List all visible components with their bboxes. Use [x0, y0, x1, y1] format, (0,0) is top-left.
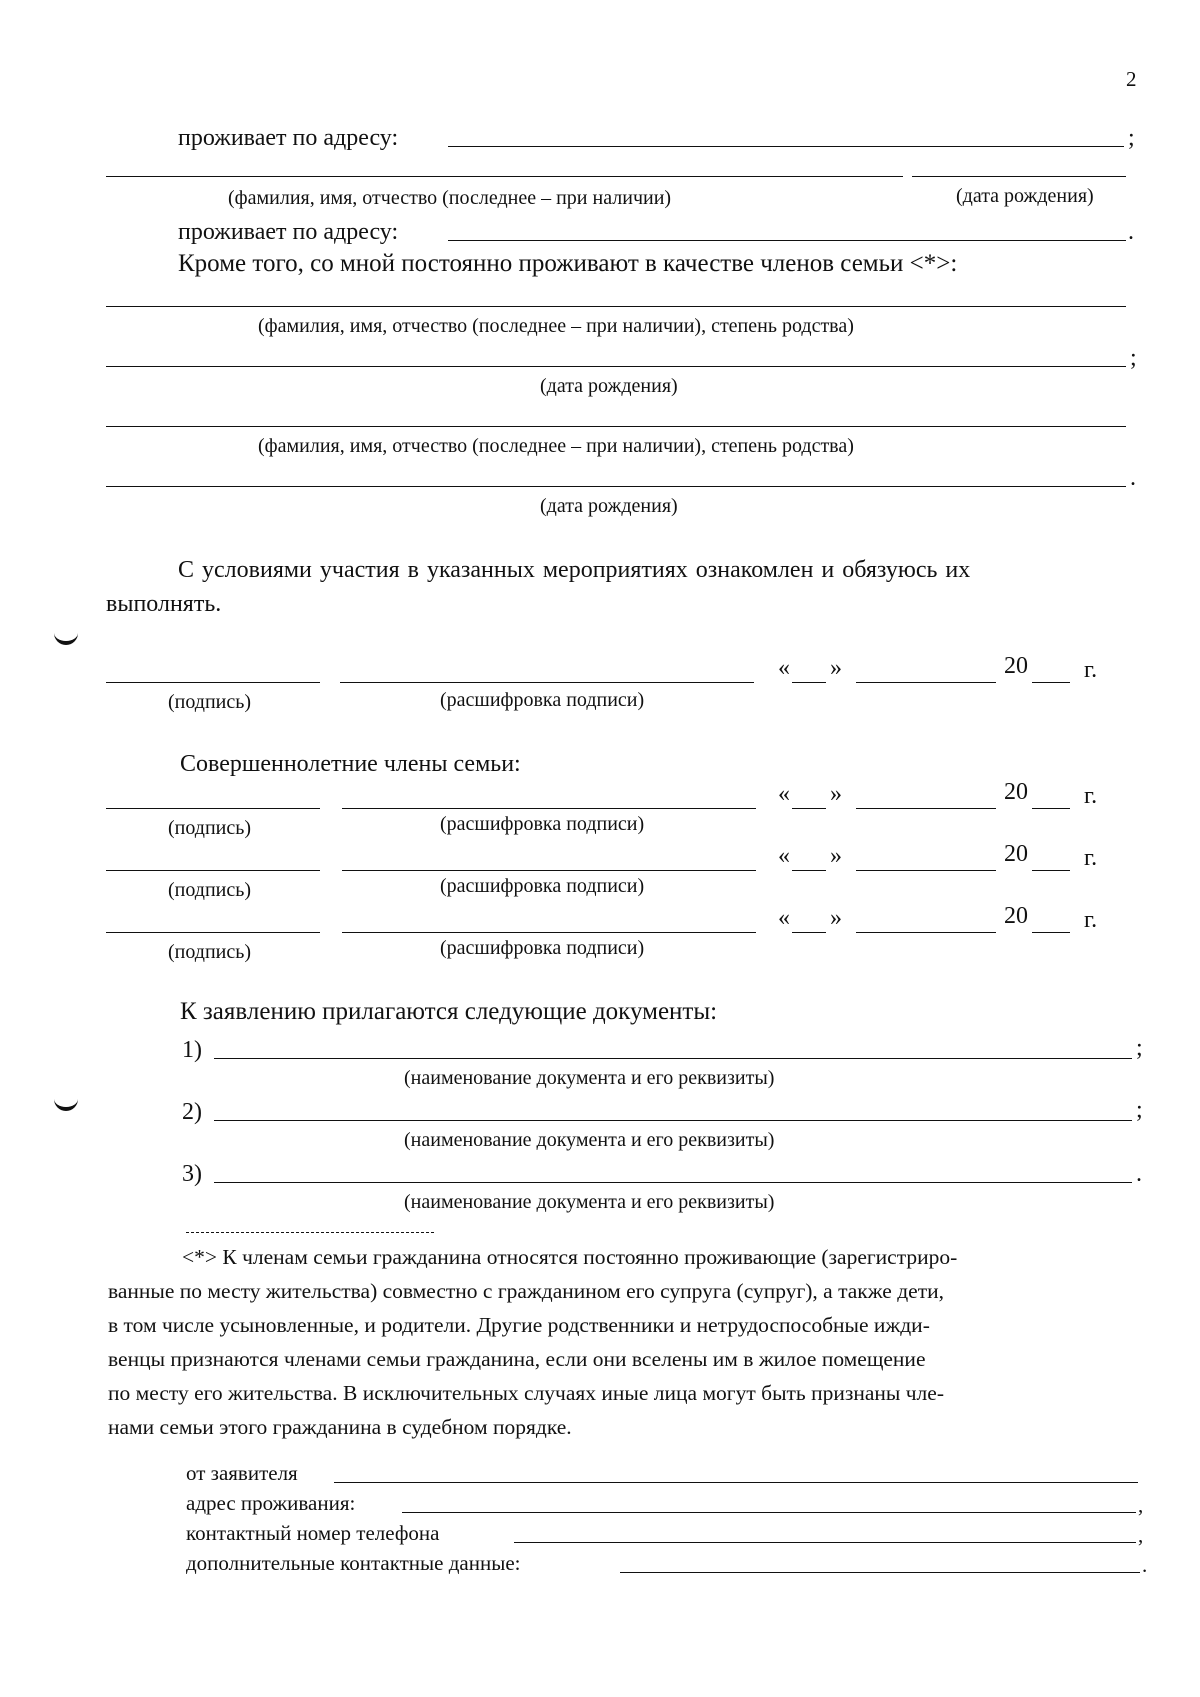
signature-line[interactable] — [106, 682, 320, 683]
period: . — [1128, 219, 1134, 245]
conditions-text-end: выполнять. — [106, 591, 222, 617]
caption-decoding: (расшифровка подписи) — [440, 875, 645, 897]
birth-date-field-line[interactable] — [912, 176, 1126, 177]
year-field-line[interactable] — [1032, 870, 1070, 871]
caption-birth-date: (дата рождения) — [956, 185, 1094, 207]
applicant-from-label: от заявителя — [186, 1461, 298, 1485]
caption-document: (наименование документа и его реквизиты) — [404, 1129, 775, 1151]
caption-fio-relation: (фамилия, имя, отчество (последнее – при наличии), степень родства) — [258, 315, 854, 337]
semicolon: ; — [1128, 125, 1135, 151]
year-field-line[interactable] — [1032, 808, 1070, 809]
caption-document: (наименование документа и его реквизиты) — [404, 1067, 775, 1089]
date-open-quote: « — [778, 781, 790, 807]
day-field-line[interactable] — [792, 932, 826, 933]
day-field-line[interactable] — [792, 870, 826, 871]
footnote-line: в том числе усыновленные, и родители. Другие родственники и нетрудоспособные ижди- — [108, 1313, 930, 1337]
family-member-birth-line[interactable] — [106, 366, 1126, 367]
semicolon: ; — [1136, 1035, 1143, 1061]
year-prefix: 20 — [1004, 653, 1028, 679]
caption-fio-relation: (фамилия, имя, отчество (последнее – при наличии), степень родства) — [258, 435, 854, 457]
month-field-line[interactable] — [856, 808, 996, 809]
signature-decoding-line[interactable] — [342, 932, 756, 933]
family-member-fio-line[interactable] — [106, 306, 1126, 307]
year-suffix: г. — [1084, 907, 1098, 933]
year-prefix: 20 — [1004, 841, 1028, 867]
period: . — [1130, 465, 1136, 491]
document-field-line[interactable] — [214, 1058, 1132, 1059]
signature-decoding-line[interactable] — [342, 808, 756, 809]
signature-decoding-line[interactable] — [340, 682, 754, 683]
date-close-quote: » — [830, 905, 842, 931]
conditions-text: С условиями участия в указанных мероприятиях ознакомлен и обязуюсь их — [178, 557, 971, 583]
applicant-address-line[interactable] — [402, 1512, 1136, 1513]
signature-line[interactable] — [106, 808, 320, 809]
document-field-line[interactable] — [214, 1182, 1132, 1183]
caption-signature: (подпись) — [168, 691, 252, 713]
caption-decoding: (расшифровка подписи) — [440, 937, 645, 959]
signature-decoding-line[interactable] — [342, 870, 756, 871]
document-number: 1) — [182, 1037, 202, 1063]
address-field-line[interactable] — [448, 240, 1126, 241]
footnote-line: венцы признаются членами семьи гражданина, если они вселены им в жилое помещение — [108, 1347, 926, 1371]
family-intro: Кроме того, со мной постоянно проживают в качестве членов семьи <*>: — [178, 250, 958, 277]
footnote-line: <*> К членам семьи гражданина относятся постоянно проживающие (зарегистриро- — [182, 1245, 958, 1269]
address-label: проживает по адресу: — [178, 125, 399, 151]
scan-mark — [54, 632, 78, 645]
year-suffix: г. — [1084, 783, 1098, 809]
comma: , — [1138, 1493, 1144, 1517]
caption-signature: (подпись) — [168, 941, 252, 963]
scan-mark — [54, 1098, 78, 1111]
date-open-quote: « — [778, 843, 790, 869]
caption-fio: (фамилия, имя, отчество (последнее – при наличии) — [228, 187, 672, 209]
document-field-line[interactable] — [214, 1120, 1132, 1121]
month-field-line[interactable] — [856, 870, 996, 871]
family-member-birth-line[interactable] — [106, 486, 1126, 487]
year-suffix: г. — [1084, 657, 1098, 683]
signature-line[interactable] — [106, 932, 320, 933]
year-suffix: г. — [1084, 845, 1098, 871]
applicant-extra-label: дополнительные контактные данные: — [186, 1551, 521, 1575]
caption-signature: (подпись) — [168, 879, 252, 901]
date-open-quote: « — [778, 905, 790, 931]
applicant-phone-label: контактный номер телефона — [186, 1521, 440, 1545]
footnote-line: ванные по месту жительства) совместно с гражданином его супруга (супруг), а также дети, — [108, 1279, 944, 1303]
family-member-fio-line[interactable] — [106, 426, 1126, 427]
period: . — [1136, 1161, 1142, 1187]
applicant-extra-line[interactable] — [620, 1572, 1140, 1573]
document-number: 3) — [182, 1161, 202, 1187]
semicolon: ; — [1136, 1097, 1143, 1123]
caption-decoding: (расшифровка подписи) — [440, 689, 645, 711]
caption-birth-date: (дата рождения) — [540, 495, 678, 517]
applicant-name-line[interactable] — [334, 1482, 1138, 1483]
year-prefix: 20 — [1004, 779, 1028, 805]
caption-document: (наименование документа и его реквизиты) — [404, 1191, 775, 1213]
documents-label: К заявлению прилагаются следующие документы: — [180, 998, 718, 1025]
address-label: проживает по адресу: — [178, 219, 399, 245]
page-number: 2 — [1126, 67, 1137, 91]
applicant-phone-line[interactable] — [514, 1542, 1136, 1543]
document-number: 2) — [182, 1099, 202, 1125]
footnote-line: нами семьи этого гражданина в судебном порядке. — [108, 1415, 572, 1439]
year-prefix: 20 — [1004, 903, 1028, 929]
footnote-line: по месту его жительства. В исключительных случаях иные лица могут быть признаны чле- — [108, 1381, 944, 1405]
year-field-line[interactable] — [1032, 932, 1070, 933]
day-field-line[interactable] — [792, 682, 826, 683]
footnote-separator — [186, 1232, 434, 1233]
signature-line[interactable] — [106, 870, 320, 871]
month-field-line[interactable] — [856, 682, 996, 683]
caption-birth-date: (дата рождения) — [540, 375, 678, 397]
caption-signature: (подпись) — [168, 817, 252, 839]
fio-field-line[interactable] — [106, 176, 903, 177]
day-field-line[interactable] — [792, 808, 826, 809]
address-field-line[interactable] — [448, 146, 1124, 147]
applicant-address-label: адрес проживания: — [186, 1491, 356, 1515]
comma: , — [1138, 1523, 1144, 1547]
year-field-line[interactable] — [1032, 682, 1070, 683]
month-field-line[interactable] — [856, 932, 996, 933]
caption-decoding: (расшифровка подписи) — [440, 813, 645, 835]
date-open-quote: « — [778, 655, 790, 681]
date-close-quote: » — [830, 655, 842, 681]
adult-members-label: Совершеннолетние члены семьи: — [180, 751, 521, 777]
footnote — [108, 1240, 1158, 1444]
semicolon: ; — [1130, 345, 1137, 371]
date-close-quote: » — [830, 781, 842, 807]
date-close-quote: » — [830, 843, 842, 869]
period: . — [1142, 1553, 1148, 1577]
